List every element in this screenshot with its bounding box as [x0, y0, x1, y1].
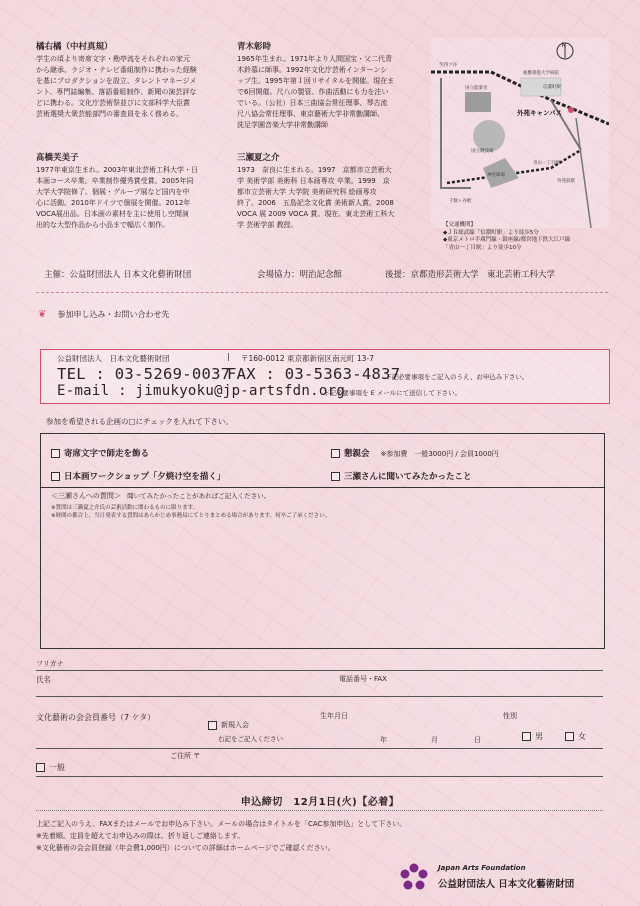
name-line	[36, 696, 603, 697]
phone-label: 電話番号・FAX	[339, 675, 387, 683]
name-label: 氏名	[36, 675, 51, 684]
bio-mise	[237, 151, 427, 231]
checkbox[interactable]	[331, 449, 340, 458]
campus-marker	[568, 107, 574, 113]
svg-text:千駄ヶ谷駅: 千駄ヶ谷駅	[449, 199, 472, 204]
option-party[interactable]: 懇親会 ※参加費 一般3000円 / 会員1000円	[331, 447, 499, 459]
phone-input[interactable]	[400, 672, 600, 694]
contact-email[interactable]: E-mail : jimukyoku@jp-artsfdn.org	[57, 383, 346, 399]
checkbox[interactable]	[51, 449, 60, 458]
logo-jp: 公益財団法人 日本文化藝術財団	[438, 879, 575, 890]
form-divider	[41, 487, 604, 488]
contact-heading: ❦ 参加申し込み・お問い合わせ先	[38, 309, 170, 320]
svg-text:外苑前駅: 外苑前駅	[557, 179, 575, 184]
checkbox[interactable]	[565, 732, 574, 741]
furigana-label: フリガナ	[36, 660, 64, 668]
checkbox[interactable]	[208, 721, 217, 730]
contact-box	[40, 349, 610, 404]
contact-address: 〒160-0012 東京都新宿区南元町 13-7	[241, 354, 374, 363]
bio-text: 学生の頃より寄席文字・勘亭流をそれぞれの家元 から継承。ラジオ・テレビ番組制作に携わった経験 を基にプロダクションを設立、タレントマネージメ ント、専門誌編集、落語番組制作、新聞の演芸評な どに携わる。文化庁芸術祭並びに文部科学大臣賞 芸術選奨大衆芸能部門の審査員を永く務める。	[36, 55, 197, 118]
contact-tel-note: 下記必要事項をご記入のうえ、お申込み下さい。	[385, 373, 529, 381]
checkbox[interactable]	[51, 472, 60, 481]
svg-text:慶應義塾大学病院: 慶應義塾大学病院	[523, 71, 559, 76]
sponsor-host: 主催：公益財団法人 日本文化藝術財団	[44, 270, 192, 280]
option-question[interactable]: 三瀬さんに聞いてみたかったこと	[331, 470, 472, 482]
foundation-logo	[398, 858, 604, 898]
svg-text:神宮球場: 神宮球場	[487, 173, 505, 178]
flower-icon: ❦	[38, 309, 47, 320]
new-member-note: 右記をご記入ください	[218, 735, 283, 743]
svg-text:至四ツ谷: 至四ツ谷	[439, 63, 457, 68]
bio-tachibana	[36, 40, 236, 120]
general-option[interactable]: 一般	[36, 762, 65, 773]
gender-label: 性別	[503, 712, 517, 720]
deadline: 申込締切 12月1日(火)【必着】	[240, 797, 400, 808]
address-line	[36, 776, 603, 777]
contact-fax[interactable]: FAX : 03-5363-4837	[227, 365, 401, 383]
furigana-line	[36, 670, 603, 671]
new-member-option[interactable]: 新規入会	[208, 720, 249, 730]
access-map	[431, 38, 609, 262]
national-stadium	[473, 120, 505, 152]
bio-text: 1977年東京生まれ。2003年東北芸術工科大学・日 本画コース卒業。卒業制作優秀賞受賞。2005年同 大学大学院修了。個展・グループ展など国内を中 心に活動。2010年ドイツで個展を開催。2012年 VOCA展出品。日本画の素材を主に使用し空間演 出的な大型作品から小品まで幅広く制作。	[36, 166, 199, 229]
contact-org: 公益財団法人 日本文化藝術財団	[57, 354, 170, 363]
gender-male[interactable]: 男	[522, 731, 543, 742]
bio-text: 1965年生まれ。1971年より人間国宝・父二代青 木鈴慕に師事。1992年文化庁芸術インターンシ ップ生。1995年第１回リサイタルを開催。現在ま で6回開催。尺八の製管、作曲活動にも力を注い でいる。（公社）日本三曲協会常任理事、琴古流 尺八協会常任理事、東京藝術大学非常勤講師、 洗足学園音楽大学非常勤講師	[237, 55, 395, 129]
contact-email-note: 下記必要事項を E メールにて送信して下さい。	[323, 389, 462, 397]
bio-aoki	[237, 40, 427, 131]
question-textarea[interactable]	[49, 524, 594, 642]
address-label: ご住所 〒	[170, 752, 201, 760]
application-form	[40, 433, 605, 649]
member-number-label: 文化藝術の会会員番号（7 ケタ）	[36, 713, 156, 722]
question-label: ＜三瀬さんへの質問＞ 聞いてみたかったことがあればご記入ください。	[51, 492, 271, 500]
svg-text:青山一丁目駅: 青山一丁目駅	[533, 161, 560, 166]
bio-name: 髙橋芙美子	[36, 153, 79, 163]
access-info: 【交通機関】 ◆ＪＲ総武線「信濃町駅」より徒歩5分 ◆東京メトロ半蔵門線・銀座線/都営地下鉄大江戸線 「青山一丁目駅」より徒歩10分	[443, 222, 571, 251]
question-notes: ※質問は三瀬夏之介氏の芸術活動に関わるものに限ります。 ※時間の都合上、当日発表する質問はあらかじめ事務局にてとりまとめる場合があります。何卒ご了承ください。	[51, 505, 331, 519]
option-nihonga-workshop[interactable]: 日本画ワークショップ「夕焼け空を描く」	[51, 470, 225, 482]
option-yose-moji[interactable]: 寄席文字で師走を飾る	[51, 447, 149, 459]
birth-label: 生年月日	[320, 712, 348, 720]
divider	[36, 292, 608, 293]
member-line	[36, 748, 603, 749]
form-intro: 参加を希望される企画の□にチェックを入れて下さい。	[46, 417, 233, 426]
deadline-line	[36, 810, 603, 811]
contact-tel[interactable]: TEL : 03-5269-0037	[57, 365, 231, 383]
flower-logo-icon	[398, 862, 430, 894]
checkbox[interactable]	[36, 763, 45, 772]
birth-year-label: 年	[380, 736, 387, 744]
name-input[interactable]	[70, 672, 330, 694]
bio-name: 橘右橘（中村真規）	[36, 42, 113, 52]
svg-text:信濃町駅: 信濃町駅	[543, 85, 561, 90]
north-label: N	[561, 42, 566, 49]
national-noh-theatre	[465, 92, 491, 112]
svg-text:国立能楽堂: 国立能楽堂	[465, 86, 488, 91]
bio-name: 三瀬夏之介	[237, 153, 280, 163]
campus-label: 外苑キャンパス	[517, 109, 563, 117]
bio-takahashi	[36, 151, 236, 231]
contact-separator: |	[227, 352, 230, 361]
bio-name: 青木彰時	[237, 42, 272, 52]
logo-en: Japan Arts Foundation	[438, 864, 526, 872]
checkbox[interactable]	[331, 472, 340, 481]
footer-notes: 上記ご記入のうえ、FAXまたはメールでお申込み下さい。メールの場合はタイトルを「CAC参加申込」として下さい。 ※先着順。定員を超えてお申込みの際は、折り返しご連絡します。 ※文化藝術の会会員登録（年会費1,000円）についての詳細はホームページでご確認ください。	[36, 820, 407, 852]
address-input[interactable]	[210, 750, 600, 774]
svg-text:国立競技場: 国立競技場	[471, 149, 494, 154]
checkbox[interactable]	[522, 732, 531, 741]
birth-month-label: 月	[431, 736, 438, 744]
bio-text: 1973 奈良に生まれる。1997 京都市立芸術大 学 美術学部 美術科 日本画専攻 卒業。1999 京 都市立芸術大学 大学院 美術研究科 絵画専攻 終了。2006 五島記念文化賞 美術新人賞。2008 VOCA 展 2009 VOCA 賞。現在、東北芸術工科大 学 芸術学部 教授。	[237, 166, 395, 229]
sponsor-venue: 会場協力：明治記念館	[257, 270, 343, 280]
gender-female[interactable]: 女	[565, 731, 586, 742]
sponsor-support: 後援：京都造形芸術大学 東北芸術工科大学	[385, 270, 556, 280]
birth-day-label: 日	[474, 736, 481, 744]
